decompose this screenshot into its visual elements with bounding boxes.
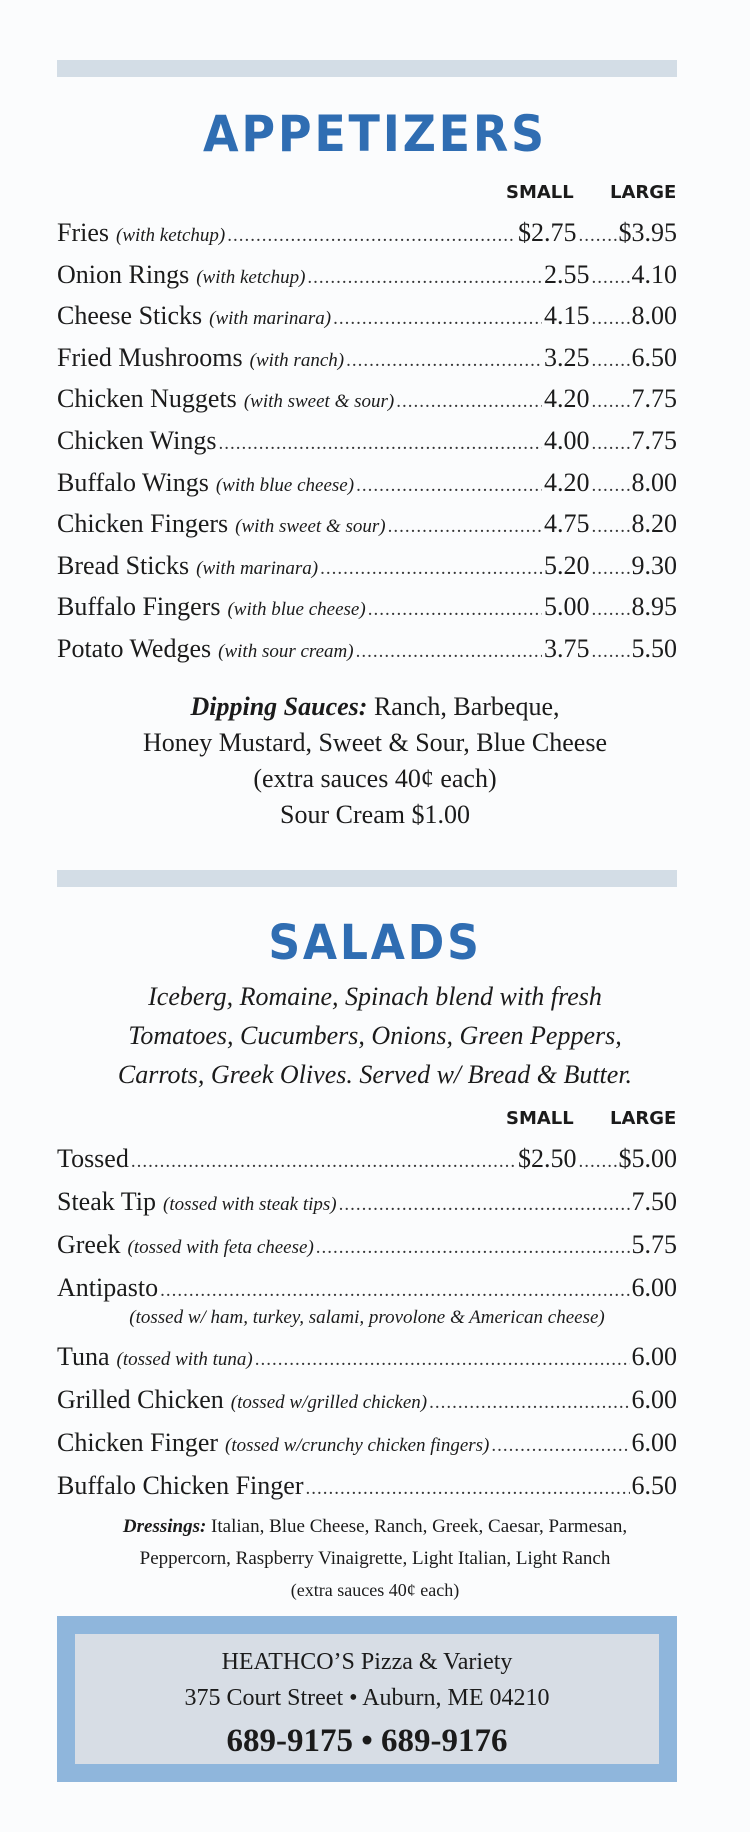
dot-leader	[592, 516, 630, 538]
item-name: Bread Sticks	[57, 550, 190, 580]
dressings-line1	[0, 1516, 750, 1538]
menu-item-row	[57, 1144, 677, 1178]
item-note: (with ketchup)	[196, 266, 306, 288]
item-note: (with sweet & sour)	[243, 391, 395, 413]
dot-leader	[316, 1237, 630, 1259]
dot-leader	[592, 558, 630, 580]
price: 5.75	[631, 1230, 677, 1259]
menu-item-row	[57, 218, 677, 252]
menu-item-row	[57, 634, 677, 668]
price-small: $2.50	[518, 1144, 577, 1173]
price-large: 8.95	[631, 592, 677, 622]
dot-leader	[592, 433, 630, 455]
dot-leader	[346, 350, 542, 372]
menu-item-row	[57, 592, 677, 626]
menu-item-row	[57, 1342, 677, 1376]
item-note: (with sour cream)	[218, 641, 354, 662]
dressings-label: Dressings:	[122, 1516, 207, 1537]
item-name: Chicken Nuggets	[57, 384, 237, 414]
item-note: (with ketchup)	[116, 225, 226, 246]
dipping-sauces-text: Ranch, Barbeque,	[373, 692, 560, 721]
business-name: HEATHCO’S Pizza & Variety	[221, 1649, 513, 1675]
dot-leader	[491, 1435, 629, 1457]
dot-leader	[356, 475, 542, 497]
appetizers-heading: APPETIZERS	[203, 105, 547, 163]
dot-leader	[160, 1280, 629, 1302]
business-address: 375 Court Street • Auburn, ME 04210	[184, 1685, 550, 1711]
price-small: 3.25	[544, 342, 590, 372]
item-name: Onion Rings	[57, 259, 190, 289]
item-note: (with blue cheese)	[215, 474, 355, 496]
price-large: 9.30	[631, 550, 677, 580]
dot-leader	[579, 1151, 617, 1173]
dot-leader	[227, 225, 516, 247]
dipping-sauces-line1	[0, 692, 750, 722]
item-name: Steak Tip	[57, 1187, 156, 1216]
dot-leader	[219, 433, 542, 455]
large-label: LARGE	[610, 1108, 677, 1129]
dressings-text: Italian, Blue Cheese, Ranch, Greek, Caesar, Parmesan,	[211, 1516, 628, 1537]
salads-description-line2: Tomatoes, Cucumbers, Onions, Green Peppers,	[128, 1021, 622, 1050]
item-name: Chicken Finger	[57, 1428, 219, 1457]
dot-leader	[592, 475, 630, 497]
item-note: (with marinara)	[209, 308, 332, 330]
sour-cream-line: Sour Cream $1.00	[280, 800, 470, 829]
large-label: LARGE	[610, 182, 677, 203]
dipping-sauces-line2: Honey Mustard, Sweet & Sour, Blue Cheese	[142, 728, 607, 757]
price-small: 4.20	[544, 384, 590, 414]
item-name: Antipasto	[57, 1273, 159, 1302]
salads-description-line3: Carrots, Greek Olives. Served w/ Bread & Butter.	[117, 1060, 633, 1089]
price: 6.00	[631, 1342, 677, 1371]
salads-heading: SALADS	[268, 915, 482, 971]
item-note: (with ranch)	[249, 349, 345, 371]
price-large: $5.00	[618, 1144, 677, 1173]
dot-leader	[592, 350, 630, 372]
item-note: (tossed w/crunchy chicken fingers)	[225, 1435, 490, 1456]
phone-numbers: 689-9175 • 689-9176	[226, 1723, 508, 1759]
price-small: 5.00	[544, 592, 590, 622]
price-small: 4.00	[544, 426, 590, 455]
menu-item-row	[57, 343, 677, 377]
item-name: Grilled Chicken	[57, 1385, 224, 1414]
menu-item-row	[57, 384, 677, 418]
price-small: 3.75	[544, 634, 590, 663]
item-name: Chicken Fingers	[57, 509, 229, 539]
item-name: Greek	[57, 1230, 121, 1259]
dot-leader	[339, 1194, 630, 1216]
price: 6.00	[631, 1273, 677, 1302]
dot-leader	[388, 516, 542, 538]
price-large: 5.50	[631, 634, 677, 663]
menu-item-row	[57, 426, 677, 460]
dot-leader	[305, 1478, 629, 1500]
price-small: 5.20	[544, 550, 590, 580]
dot-leader	[131, 1151, 516, 1173]
menu-item-row	[57, 551, 677, 585]
menu-item-row	[57, 1471, 677, 1505]
menu-item-row	[57, 301, 677, 335]
footer-contact-box	[57, 1616, 677, 1782]
price-small: 4.75	[544, 509, 590, 539]
small-label: SMALL	[506, 1108, 574, 1129]
salads-divider-band	[57, 870, 677, 887]
dot-leader	[592, 308, 630, 330]
item-name: Tuna	[57, 1342, 110, 1371]
item-name: Potato Wedges	[57, 634, 212, 663]
price-large: 7.75	[631, 426, 677, 455]
price-small: 4.20	[544, 467, 590, 497]
price: 6.00	[631, 1428, 677, 1457]
item-note: (with blue cheese)	[227, 599, 366, 621]
appetizers-divider-band	[57, 60, 677, 77]
item-note: (tossed w/grilled chicken)	[230, 1392, 428, 1413]
small-label: SMALL	[506, 182, 574, 203]
price-large: 8.00	[631, 301, 677, 331]
item-note: (with marinara)	[196, 557, 319, 579]
price: 7.50	[631, 1187, 677, 1216]
menu-item-row	[57, 1428, 677, 1462]
dot-leader	[592, 641, 630, 663]
item-name: Cheese Sticks	[57, 301, 203, 331]
dressings-line2: Peppercorn, Raspberry Vinaigrette, Light Italian, Light Ranch	[139, 1548, 611, 1569]
item-name: Tossed	[57, 1144, 129, 1173]
menu-item-row	[57, 1385, 677, 1419]
dot-leader	[307, 267, 542, 289]
price-small: 4.15	[544, 301, 590, 331]
item-name: Buffalo Chicken Finger	[57, 1471, 304, 1500]
price-small: 2.55	[544, 259, 590, 289]
price: 6.00	[631, 1385, 677, 1414]
item-name: Buffalo Wings	[57, 467, 209, 497]
dot-leader	[592, 391, 630, 413]
menu-item-row	[57, 260, 677, 294]
price-large: 6.50	[631, 342, 677, 372]
menu-item-row	[57, 509, 677, 543]
menu-item-row	[57, 1187, 677, 1221]
dot-leader	[429, 1392, 629, 1414]
item-name: Fries	[57, 218, 109, 247]
item-note: (with sweet & sour)	[235, 516, 386, 538]
dot-leader	[255, 1349, 630, 1371]
item-name: Fried Mushrooms	[57, 342, 243, 372]
dot-leader	[356, 641, 542, 663]
dipping-sauces-line3: (extra sauces 40¢ each)	[253, 764, 497, 793]
price: 6.50	[631, 1471, 677, 1500]
item-name: Buffalo Fingers	[57, 592, 221, 622]
dot-leader	[579, 225, 617, 247]
dressings-line3: (extra sauces 40¢ each)	[290, 1580, 460, 1600]
footer-inner-panel	[75, 1634, 659, 1764]
salads-description-line1: Iceberg, Romaine, Spinach blend with fresh	[148, 982, 602, 1011]
price-large: 8.20	[631, 509, 677, 539]
price-small: $2.75	[518, 218, 577, 247]
dot-leader	[320, 558, 542, 580]
dot-leader	[368, 599, 542, 621]
item-note: (tossed with feta cheese)	[127, 1237, 314, 1258]
item-subnote: (tossed w/ ham, turkey, salami, provolone & American cheese)	[129, 1307, 605, 1328]
menu-item-row	[57, 1273, 677, 1307]
price-large: 4.10	[631, 259, 677, 289]
menu-item-row	[57, 468, 677, 502]
dot-leader	[592, 599, 630, 621]
dot-leader	[333, 308, 542, 330]
price-large: $3.95	[618, 218, 677, 247]
item-note: (tossed with tuna)	[116, 1349, 253, 1370]
menu-item-row	[57, 1230, 677, 1264]
price-large: 8.00	[631, 467, 677, 497]
item-name: Chicken Wings	[57, 426, 217, 455]
dot-leader	[396, 391, 542, 413]
dot-leader	[592, 267, 630, 289]
price-large: 7.75	[631, 384, 677, 414]
dipping-sauces-label: Dipping Sauces:	[190, 692, 368, 721]
item-note: (tossed with steak tips)	[163, 1194, 337, 1215]
